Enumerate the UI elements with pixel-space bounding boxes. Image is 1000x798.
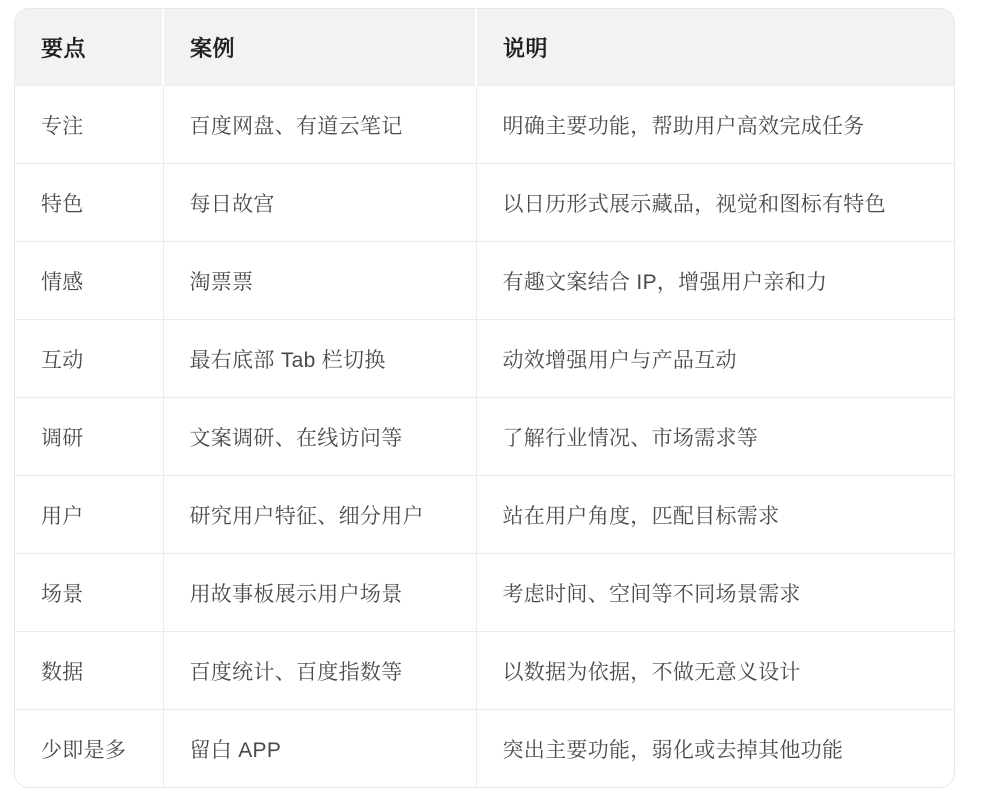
keypoint-cell: 数据 bbox=[15, 632, 163, 710]
keypoint-cell: 场景 bbox=[15, 554, 163, 632]
table-row bbox=[15, 632, 954, 710]
keypoint-cell: 专注 bbox=[15, 86, 163, 164]
keypoint-cell: 特色 bbox=[15, 164, 163, 242]
table-row bbox=[15, 320, 954, 398]
table bbox=[15, 9, 954, 787]
design-principles-table bbox=[14, 8, 955, 788]
keypoint-cell: 调研 bbox=[15, 398, 163, 476]
table-row bbox=[15, 164, 954, 242]
description-cell: 明确主要功能，帮助用户高效完成任务 bbox=[476, 86, 954, 164]
header-keypoint: 要点 bbox=[15, 9, 163, 86]
table-row bbox=[15, 476, 954, 554]
description-cell: 了解行业情况、市场需求等 bbox=[476, 398, 954, 476]
description-cell: 以日历形式展示藏品，视觉和图标有特色 bbox=[476, 164, 954, 242]
case-cell: 淘票票 bbox=[163, 242, 476, 320]
description-cell: 有趣文案结合 IP，增强用户亲和力 bbox=[476, 242, 954, 320]
description-cell: 考虑时间、空间等不同场景需求 bbox=[476, 554, 954, 632]
table-row bbox=[15, 86, 954, 164]
case-cell: 每日故宫 bbox=[163, 164, 476, 242]
description-cell: 以数据为依据，不做无意义设计 bbox=[476, 632, 954, 710]
case-cell: 百度网盘、有道云笔记 bbox=[163, 86, 476, 164]
header-row bbox=[15, 9, 954, 86]
keypoint-cell: 少即是多 bbox=[15, 710, 163, 788]
case-cell: 用故事板展示用户场景 bbox=[163, 554, 476, 632]
case-cell: 文案调研、在线访问等 bbox=[163, 398, 476, 476]
table-row bbox=[15, 554, 954, 632]
keypoint-cell: 情感 bbox=[15, 242, 163, 320]
case-cell: 百度统计、百度指数等 bbox=[163, 632, 476, 710]
description-cell: 突出主要功能，弱化或去掉其他功能 bbox=[476, 710, 954, 788]
header-description: 说明 bbox=[476, 9, 954, 86]
case-cell: 研究用户特征、细分用户 bbox=[163, 476, 476, 554]
case-cell: 留白 APP bbox=[163, 710, 476, 788]
table-row bbox=[15, 398, 954, 476]
keypoint-cell: 互动 bbox=[15, 320, 163, 398]
case-cell: 最右底部 Tab 栏切换 bbox=[163, 320, 476, 398]
description-cell: 动效增强用户与产品互动 bbox=[476, 320, 954, 398]
header-case: 案例 bbox=[163, 9, 476, 86]
table-body bbox=[15, 86, 954, 788]
keypoint-cell: 用户 bbox=[15, 476, 163, 554]
description-cell: 站在用户角度，匹配目标需求 bbox=[476, 476, 954, 554]
table-row bbox=[15, 242, 954, 320]
table-row bbox=[15, 710, 954, 788]
